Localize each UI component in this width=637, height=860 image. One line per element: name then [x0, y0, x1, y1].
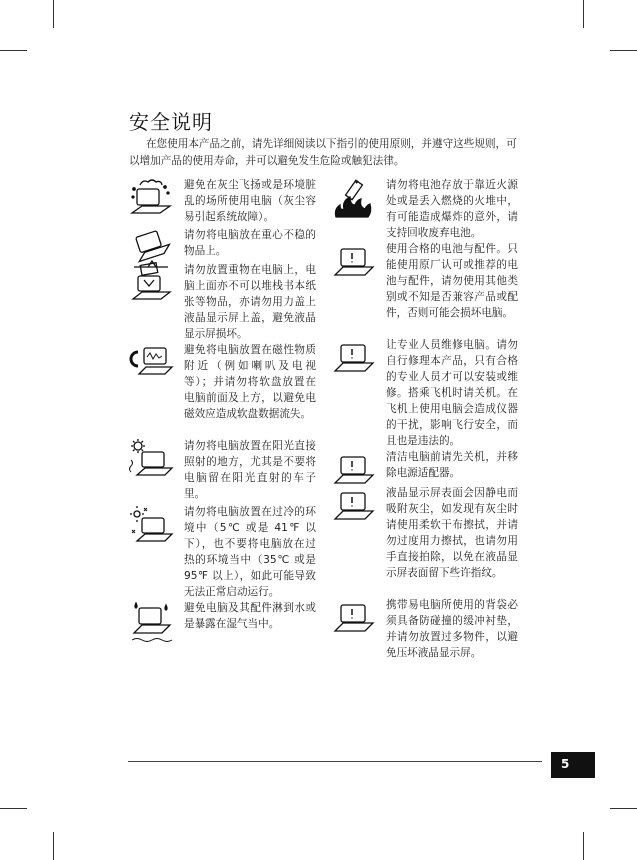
- page-title: 安全说明: [129, 110, 213, 134]
- safety-item: [128, 504, 328, 600]
- safety-item-text: 请勿将电脑放置在过冷的环境中（5℃ 或是 41℉ 以下），也不要将电脑放在过热的环境当中（35℃ 或是 95℉ 以上），如此可能导致无法正常启动运行。: [184, 506, 316, 598]
- safety-item-text: 携带易电脑所使用的背袋必须具备防碰撞的缓冲衬垫，并请勿放置过多物件，以避免压坏液晶显示屏。: [386, 599, 518, 659]
- crop-mark: [0, 808, 27, 809]
- battery-fire-icon: [330, 177, 376, 221]
- crop-mark: [610, 50, 637, 51]
- safety-item-text: 请勿放置重物在电脑上，电脑上面亦不可以堆栈书本纸张等物品，亦请勿用力盖上液晶显示屏上盖，避免液晶显示屏损坏。: [184, 264, 316, 340]
- left-safety-column: [128, 177, 328, 650]
- heavy-object-laptop-icon: [128, 262, 174, 306]
- dust-laptop-icon: [128, 177, 174, 221]
- safety-item-text: 请勿将电池存放于靠近火源处或是丢入燃烧的火堆中，有可能造成爆炸的意外，请支持回收废弃电池。: [386, 179, 518, 239]
- laptop-icon: [330, 241, 376, 285]
- magnet-laptop-icon: [128, 342, 174, 386]
- safety-item-text: 使用合格的电池与配件。只能使用原厂认可或推荐的电池与配件，请勿使用其他类别或不知是否兼容产品或配件，否则可能会损坏电脑。: [386, 243, 518, 319]
- safety-item-text: 避免在灰尘飞扬或是环境脏乱的场所使用电脑（灰尘容易引起系统故障）。: [184, 179, 316, 223]
- safety-item-text: 避免将电脑放置在磁性物质附近（例如喇叭及电视等）；并请勿将软盘放置在电脑前面及上方，以避免电磁效应造成软盘数据流失。: [184, 344, 316, 420]
- safety-item: [330, 241, 530, 337]
- water-laptop-icon: [128, 600, 174, 644]
- safety-item: [330, 485, 530, 597]
- safety-item: [330, 177, 530, 241]
- intro-paragraph: 在您使用本产品之前，请先详细阅读以下指引的使用原则，并遵守这些规则，可以增加产品的使用寿命，并可以避免发生危险或触犯法律。: [129, 138, 517, 167]
- crop-mark: [53, 0, 54, 28]
- safety-item: [128, 177, 328, 227]
- laptop-icon: [330, 337, 376, 381]
- crop-mark: [583, 832, 584, 860]
- page-number: 5: [561, 757, 570, 771]
- safety-item-text: 避免电脑及其配件淋到水或是暴露在湿气当中。: [184, 602, 316, 630]
- safety-item: [128, 342, 328, 438]
- safety-item: [128, 262, 328, 342]
- safety-item: [128, 600, 328, 650]
- temperature-laptop-icon: [128, 504, 174, 548]
- safety-item: [128, 227, 328, 262]
- laptop-icon: [330, 597, 376, 641]
- crop-mark: [0, 50, 27, 51]
- laptop-icon: [330, 485, 376, 529]
- safety-item-text: 请勿将电脑放在重心不稳的物品上。: [184, 229, 316, 257]
- crop-mark: [583, 0, 584, 28]
- footer-rule: [128, 761, 542, 762]
- safety-item: [128, 438, 328, 504]
- safety-item: [330, 337, 530, 449]
- safety-item: [330, 449, 530, 485]
- sunlight-laptop-icon: [128, 438, 174, 482]
- crop-mark: [610, 808, 637, 809]
- page-number-tab: [551, 752, 595, 778]
- safety-item-text: 液晶显示屏表面会因静电而吸附灰尘，如发现有灰尘时请使用柔软干布擦拭，并请勿过度用力擦拭，也请勿用手直接拍除，以免在液晶显示屏表面留下些许指纹。: [386, 487, 518, 579]
- safety-item-text: 让专业人员维修电脑。请勿自行修理本产品，只有合格的专业人员才可以安装或维修。搭乘飞机时请关机。在飞机上使用电脑会造成仪器的干扰，影响飞行安全，而且也是违法的。: [386, 339, 518, 447]
- right-safety-column: [330, 177, 530, 663]
- safety-item-text: 请勿将电脑放置在阳光直接照射的地方，尤其是不要将电脑留在阳光直射的车子里。: [184, 440, 316, 500]
- safety-item: [330, 597, 530, 663]
- safety-item-text: 清洁电脑前请先关机，并移除电源适配器。: [386, 451, 518, 479]
- crop-mark: [53, 832, 54, 860]
